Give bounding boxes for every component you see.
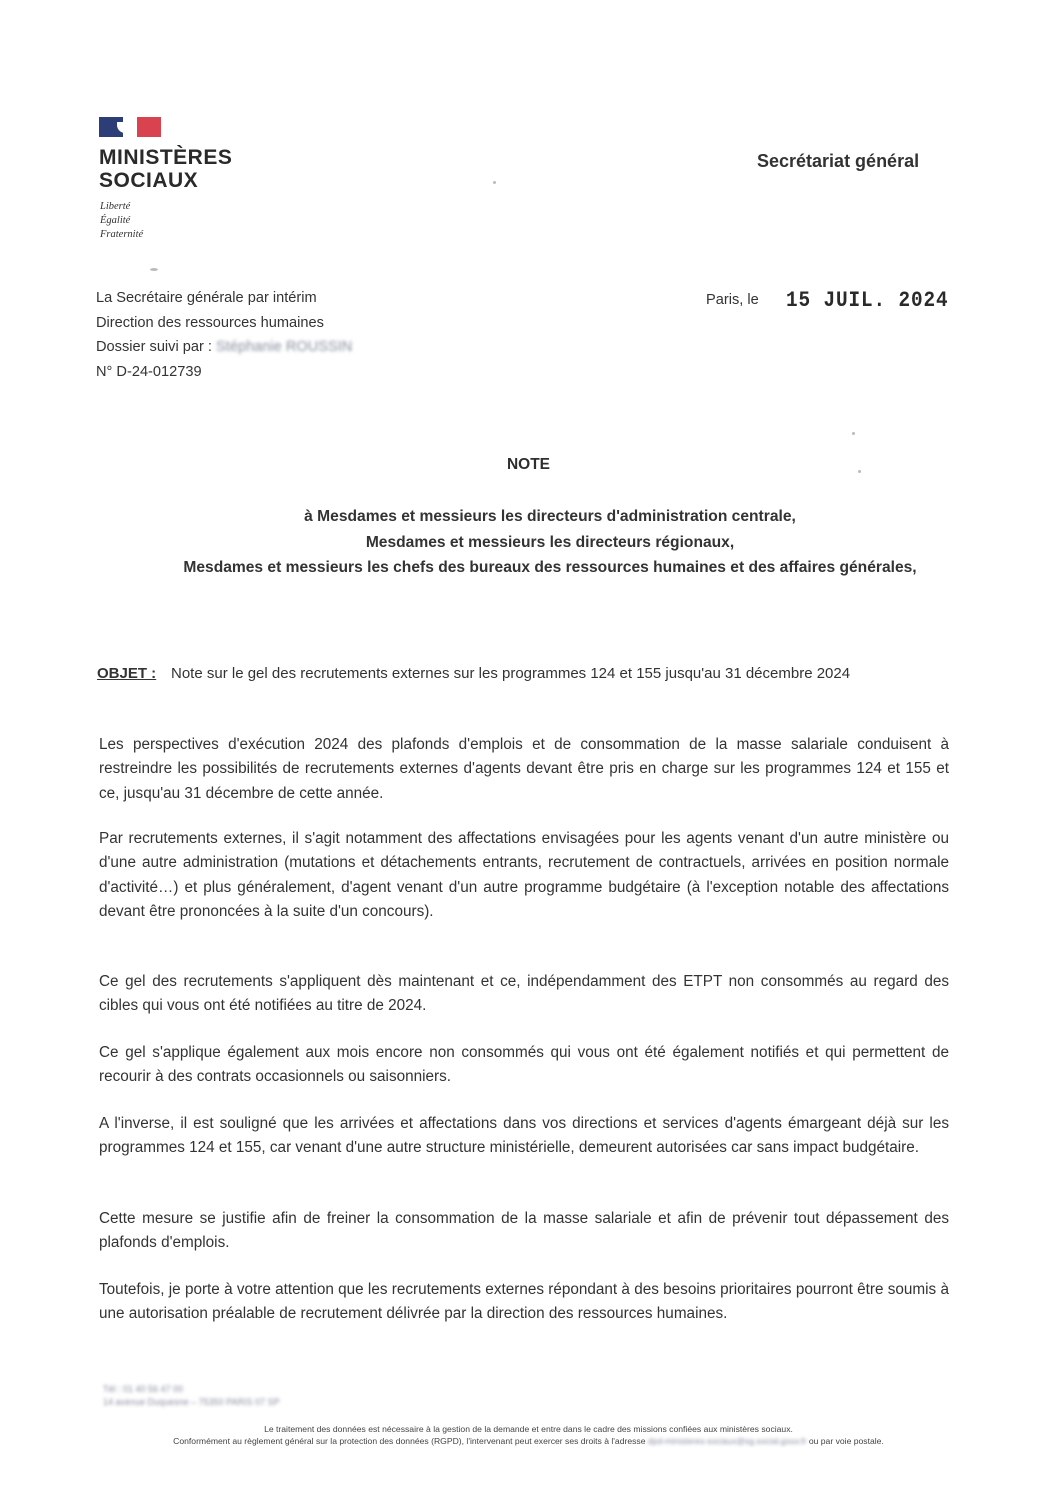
footer-phone-redacted: Tél : 01 40 56 47 00	[103, 1384, 184, 1394]
objet-label: OBJET :	[97, 665, 157, 682]
recipient-line: à Mesdames et messieurs les directeurs d'administration centrale,	[304, 508, 796, 525]
dpo-email-redacted: dpd-ministeres-sociaux@sg.social.gouv.fr	[647, 1435, 807, 1446]
legal-notice	[0, 1424, 1057, 1447]
scan-speck	[493, 181, 496, 184]
recipient-line: Mesdames et messieurs les directeurs régionaux,	[365, 533, 735, 551]
legal-line-2	[0, 1436, 1057, 1448]
note-title: NOTE	[506, 456, 551, 473]
department-heading: Secrétariat général	[757, 151, 920, 171]
dossier-name-redacted: Stéphanie ROUSSIN	[216, 339, 353, 355]
body-paragraph: Ce gel s'applique également aux mois encore non consommés qui vous ont été également notifiés et qui permettent de recourir à des contrats occasionnels ou saisonniers.	[99, 1044, 949, 1086]
body-paragraph: Toutefois, je porte à votre attention que les recrutements externes répondant à des besoins prioritaires pourront être soumis à une autorisation préalable de recrutement délivrée par la direction des ressources humaines.	[99, 1281, 949, 1323]
recipients-block	[60, 504, 1040, 581]
legal-line-2-start: Conformément au règlement général sur la protection des données (RGPD), l'intervenant peut exercer ses droits à l'adresse	[173, 1435, 646, 1446]
reference-number: N° D-24-012739	[96, 363, 202, 380]
date-prefix: Paris, le	[706, 292, 759, 308]
body-paragraph: A l'inverse, il est souligné que les arrivées et affectations dans vos directions et services d'agents émargeant déjà sur les programmes 124 et 155, car venant d'une autre structure ministérielle, demeurent autorisées car sans impact budgétaire.	[99, 1115, 949, 1157]
ministry-line-2: SOCIAUX	[99, 169, 199, 192]
sender-title: La Secrétaire générale par intérim	[96, 290, 317, 306]
body-paragraph: Cette mesure se justifie afin de freiner la consommation de la masse salariale et afin de prévenir tout dépassement des plafonds d'emplois.	[99, 1210, 949, 1252]
body-paragraph: Les perspectives d'exécution 2024 des plafonds d'emplois et de consommation de la masse salariale conduisent à restreindre les possibilités de recrutements externes d'agents devant être pris en charge sur les programmes 124 et 155 et ce, jusqu'au 31 décembre de cette année.	[99, 736, 949, 802]
body-paragraph: Par recrutements externes, il s'agit notamment des affectations envisagées pour les agents venant d'un autre ministère ou d'une autre administration (mutations et détachements entrants, recrutement de contractuels, arrivées en position normale d'activité…) et plus généralement, d'agent venant d'un autre programme budgétaire (à l'exception notable des affectations devant être prononcées à la suite d'un concours).	[99, 830, 949, 920]
motto-liberte: Liberté	[100, 201, 131, 212]
legal-line-1: Le traitement des données est nécessaire à la gestion de la demande et entre dans le cadre des missions confiées aux ministères sociaux.	[264, 1424, 793, 1434]
republic-motto	[100, 200, 143, 242]
dossier-label: Dossier suivi par :	[96, 339, 212, 355]
body-paragraph: Ce gel des recrutements s'appliquent dès maintenant et ce, indépendamment des ETPT non consommés au regard des cibles qui vous ont été notifiées au titre de 2024.	[99, 973, 949, 1015]
dossier-line	[96, 335, 352, 360]
date-stamp: 15 JUIL. 2024	[786, 288, 949, 313]
footer-address-redacted: 14 avenue Duquesne – 75350 PARIS 07 SP	[103, 1397, 280, 1407]
legal-line-2-end: ou par voie postale.	[808, 1435, 884, 1446]
motto-egalite: Égalité	[100, 215, 131, 226]
objet-text: Note sur le gel des recrutements externes sur les programmes 124 et 155 jusqu'au 31 décembre 2024	[171, 665, 851, 682]
ministry-line-1: MINISTÈRES	[99, 146, 233, 169]
ministry-name	[99, 146, 232, 192]
scan-speck	[858, 470, 861, 473]
sender-direction: Direction des ressources humaines	[96, 314, 324, 331]
marianne-logo-icon	[99, 117, 161, 137]
scan-speck	[852, 432, 855, 435]
sender-block	[96, 286, 352, 384]
motto-fraternite: Fraternité	[100, 229, 144, 240]
recipient-line: Mesdames et messieurs les chefs des bureaux des ressources humaines et des affaires générales,	[183, 559, 917, 576]
scan-speck	[150, 268, 158, 271]
